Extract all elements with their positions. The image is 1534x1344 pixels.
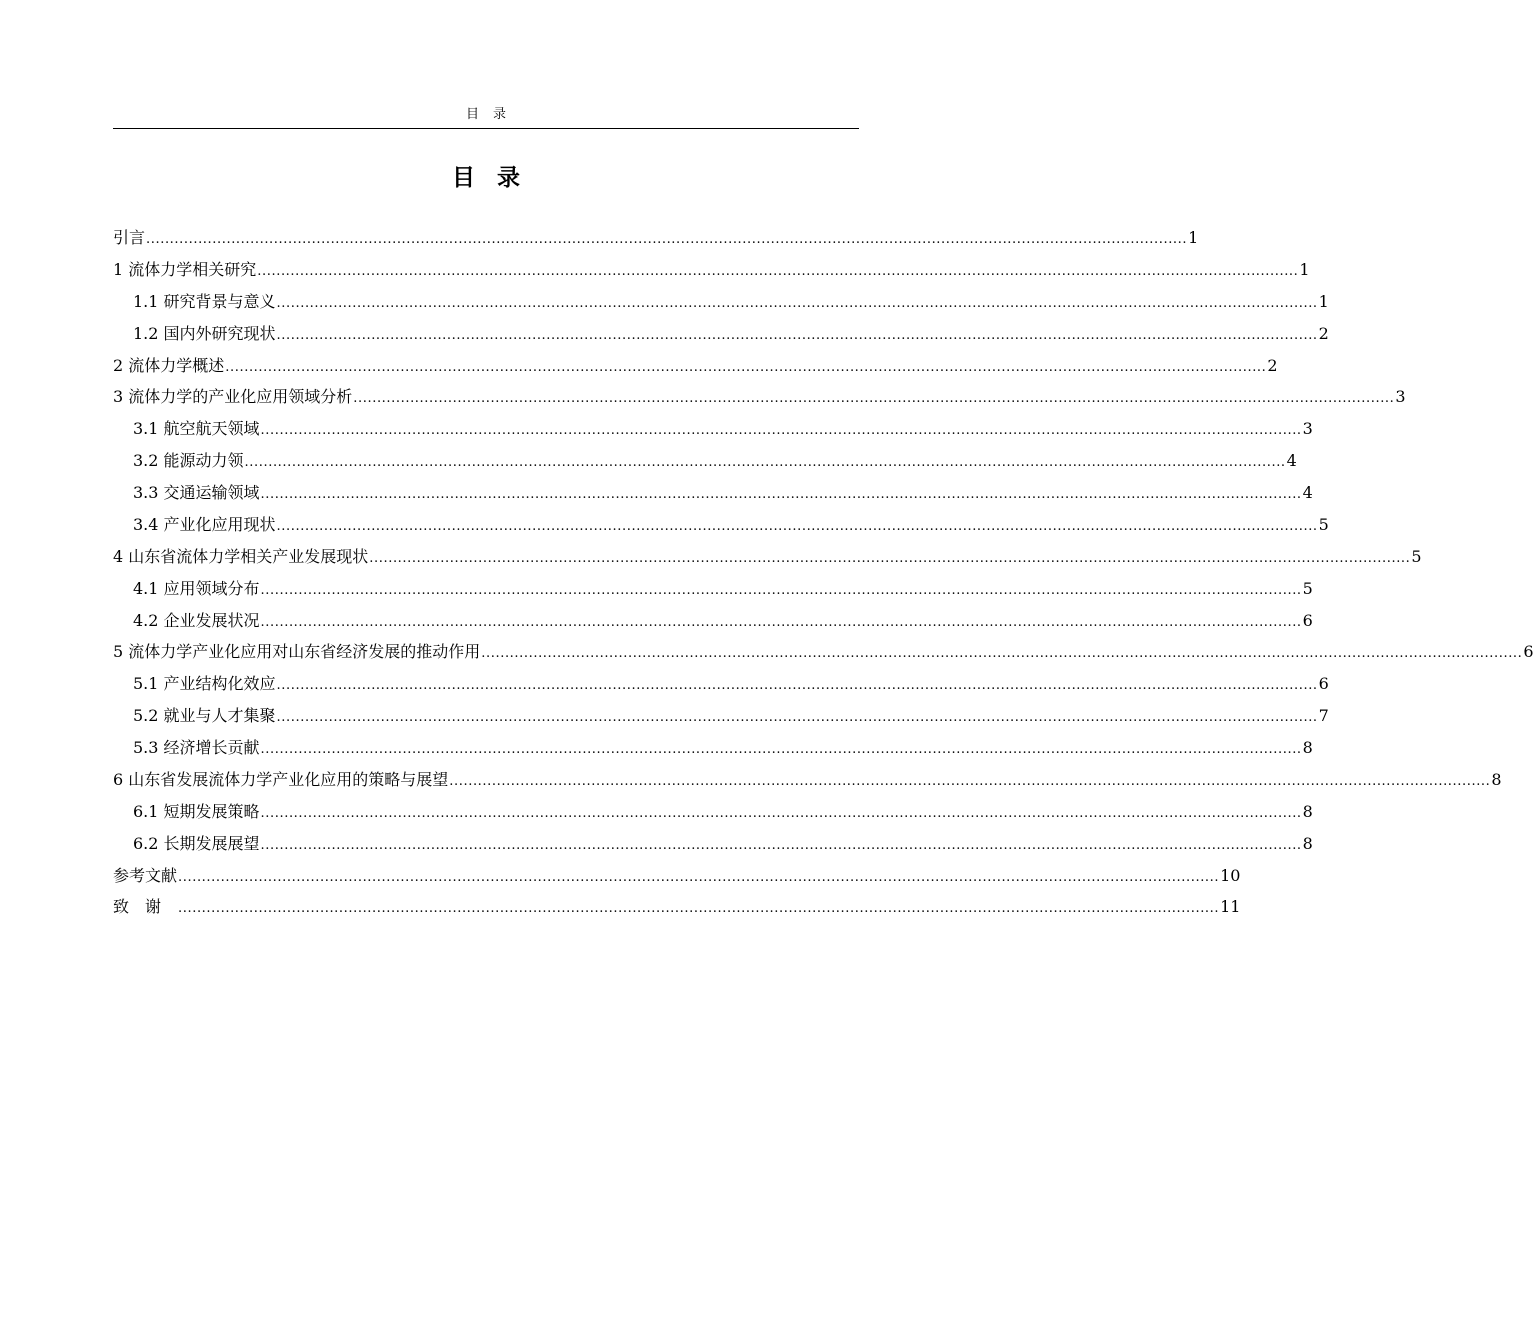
toc-dot-leader: ............................................................................................................................................................................................................................: [225, 359, 1267, 375]
toc-dot-leader: ............................................................................................................................................................................................................................: [178, 901, 1220, 917]
toc-entry[interactable]: [113, 381, 1406, 413]
toc-entry[interactable]: [113, 828, 1313, 860]
toc-entry-page-number: 6: [1318, 674, 1329, 694]
toc-entry[interactable]: [113, 445, 1297, 477]
toc-entry-title: 5.2 就业与人才集聚: [133, 706, 276, 726]
toc-dot-leader: ............................................................................................................................................................................................................................: [244, 455, 1286, 471]
toc-entry-page-number: 8: [1302, 738, 1313, 757]
toc-entry-title: 4 山东省流体力学相关产业发展现状: [113, 546, 369, 566]
toc-dot-leader: ............................................................................................................................................................................................................................: [276, 295, 1318, 311]
toc-entry[interactable]: [113, 860, 1241, 892]
toc-entry-page-number: 4: [1286, 451, 1297, 471]
toc-entry-page-number: 10: [1220, 865, 1241, 885]
toc-entry-title: 2 流体力学概述: [113, 355, 225, 375]
toc-entry-page-number: 3: [1302, 419, 1313, 439]
toc-entry-title: 1 流体力学相关研究: [113, 259, 257, 279]
toc-title: 目录: [452, 165, 542, 191]
toc-entry-page-number: 8: [1491, 769, 1502, 789]
toc-dot-leader: ............................................................................................................................................................................................................................: [276, 327, 1318, 343]
toc-entry[interactable]: [113, 668, 1329, 700]
toc-entry-page-number: 4: [1302, 483, 1313, 502]
toc-entry-page-number: 8: [1302, 833, 1313, 853]
toc-dot-leader: ............................................................................................................................................................................................................................: [260, 582, 1302, 598]
toc-entry-page-number: 7: [1318, 706, 1329, 726]
toc-entry-page-number: 1: [1299, 259, 1310, 279]
toc-entry-title: 5.1 产业结构化效应: [133, 674, 276, 694]
toc-dot-leader: ............................................................................................................................................................................................................................: [257, 263, 1299, 279]
toc-dot-leader: ............................................................................................................................................................................................................................: [146, 232, 1188, 247]
toc-entry-page-number: 3: [1395, 387, 1406, 407]
toc-dot-leader: ............................................................................................................................................................................................................................: [260, 837, 1302, 853]
toc-dot-leader: ............................................................................................................................................................................................................................: [276, 518, 1318, 534]
toc-dot-leader: ............................................................................................................................................................................................................................: [178, 869, 1220, 885]
toc-entry[interactable]: [113, 764, 1502, 796]
toc-entry-title: 6.1 短期发展策略: [133, 801, 260, 821]
toc-entry-page-number: 8: [1302, 801, 1313, 821]
toc-dot-leader: ............................................................................................................................................................................................................................: [481, 646, 1523, 662]
toc-entry-title: 1.1 研究背景与意义: [133, 291, 276, 311]
toc-entry[interactable]: [113, 254, 1310, 286]
toc-entry-page-number: 5: [1411, 546, 1422, 566]
toc-entry[interactable]: [113, 573, 1313, 605]
toc-dot-leader: ............................................................................................................................................................................................................................: [276, 678, 1318, 694]
toc-entry[interactable]: [113, 477, 1313, 509]
toc-entry-page-number: 5: [1318, 514, 1329, 534]
running-header: 目录: [465, 107, 520, 122]
toc-dot-leader: ............................................................................................................................................................................................................................: [260, 487, 1302, 502]
toc-entry[interactable]: [113, 891, 1241, 923]
toc-entry-title: 4.1 应用领域分布: [133, 578, 260, 598]
toc-dot-leader: ............................................................................................................................................................................................................................: [260, 614, 1302, 630]
toc-entry[interactable]: [113, 509, 1329, 541]
toc-entry-title: 引言: [113, 228, 146, 247]
toc-entry-title: 参考文献: [113, 865, 178, 885]
toc-entry[interactable]: [113, 413, 1313, 445]
toc-entry-title: 3.1 航空航天领域: [133, 419, 260, 439]
toc-entry-page-number: 1: [1318, 291, 1329, 311]
toc-dot-leader: ............................................................................................................................................................................................................................: [449, 773, 1491, 789]
toc-dot-leader: ............................................................................................................................................................................................................................: [260, 805, 1302, 821]
toc-dot-leader: ............................................................................................................................................................................................................................: [260, 423, 1302, 439]
toc-dot-leader: ............................................................................................................................................................................................................................: [369, 550, 1411, 566]
toc-entry-title: 5.3 经济增长贡献: [133, 738, 260, 757]
toc-dot-leader: ............................................................................................................................................................................................................................: [260, 742, 1302, 757]
toc-entry-page-number: 6: [1302, 610, 1313, 630]
toc-entry-page-number: 2: [1318, 323, 1329, 343]
toc-entry[interactable]: [113, 222, 1199, 254]
toc-entry-page-number: 5: [1302, 578, 1313, 598]
toc-entry-title: 4.2 企业发展状况: [133, 610, 260, 630]
toc-entry-title: 致谢: [113, 897, 178, 917]
toc-entry[interactable]: [113, 286, 1329, 318]
toc-entry[interactable]: [113, 700, 1329, 732]
toc-entry-title: 5 流体力学产业化应用对山东省经济发展的推动作用: [113, 642, 481, 662]
toc-entry-title: 1.2 国内外研究现状: [133, 323, 276, 343]
toc-entry[interactable]: [113, 732, 1313, 764]
toc-entry[interactable]: [113, 541, 1422, 573]
header-rule: [113, 128, 859, 129]
toc-entry-page-number: 11: [1220, 897, 1241, 917]
toc-entry[interactable]: [113, 796, 1313, 828]
toc-entry-title: 6.2 长期发展展望: [133, 833, 260, 853]
toc-entry-page-number: 6: [1523, 642, 1534, 662]
toc-entry-page-number: 2: [1267, 355, 1278, 375]
table-of-contents: [113, 222, 1534, 923]
toc-entry-title: 6 山东省发展流体力学产业化应用的策略与展望: [113, 769, 449, 789]
toc-entry-title: 3.3 交通运输领域: [133, 483, 260, 502]
toc-entry[interactable]: [113, 350, 1278, 382]
toc-entry-title: 3 流体力学的产业化应用领域分析: [113, 387, 353, 407]
toc-entry[interactable]: [113, 605, 1313, 637]
toc-entry-title: 3.2 能源动力领: [133, 451, 244, 471]
toc-entry-title: 3.4 产业化应用现状: [133, 514, 276, 534]
toc-dot-leader: ............................................................................................................................................................................................................................: [353, 391, 1395, 407]
toc-dot-leader: ............................................................................................................................................................................................................................: [276, 710, 1318, 726]
toc-entry[interactable]: [113, 318, 1329, 350]
toc-entry[interactable]: [113, 636, 1534, 668]
toc-entry-page-number: 1: [1188, 228, 1199, 247]
